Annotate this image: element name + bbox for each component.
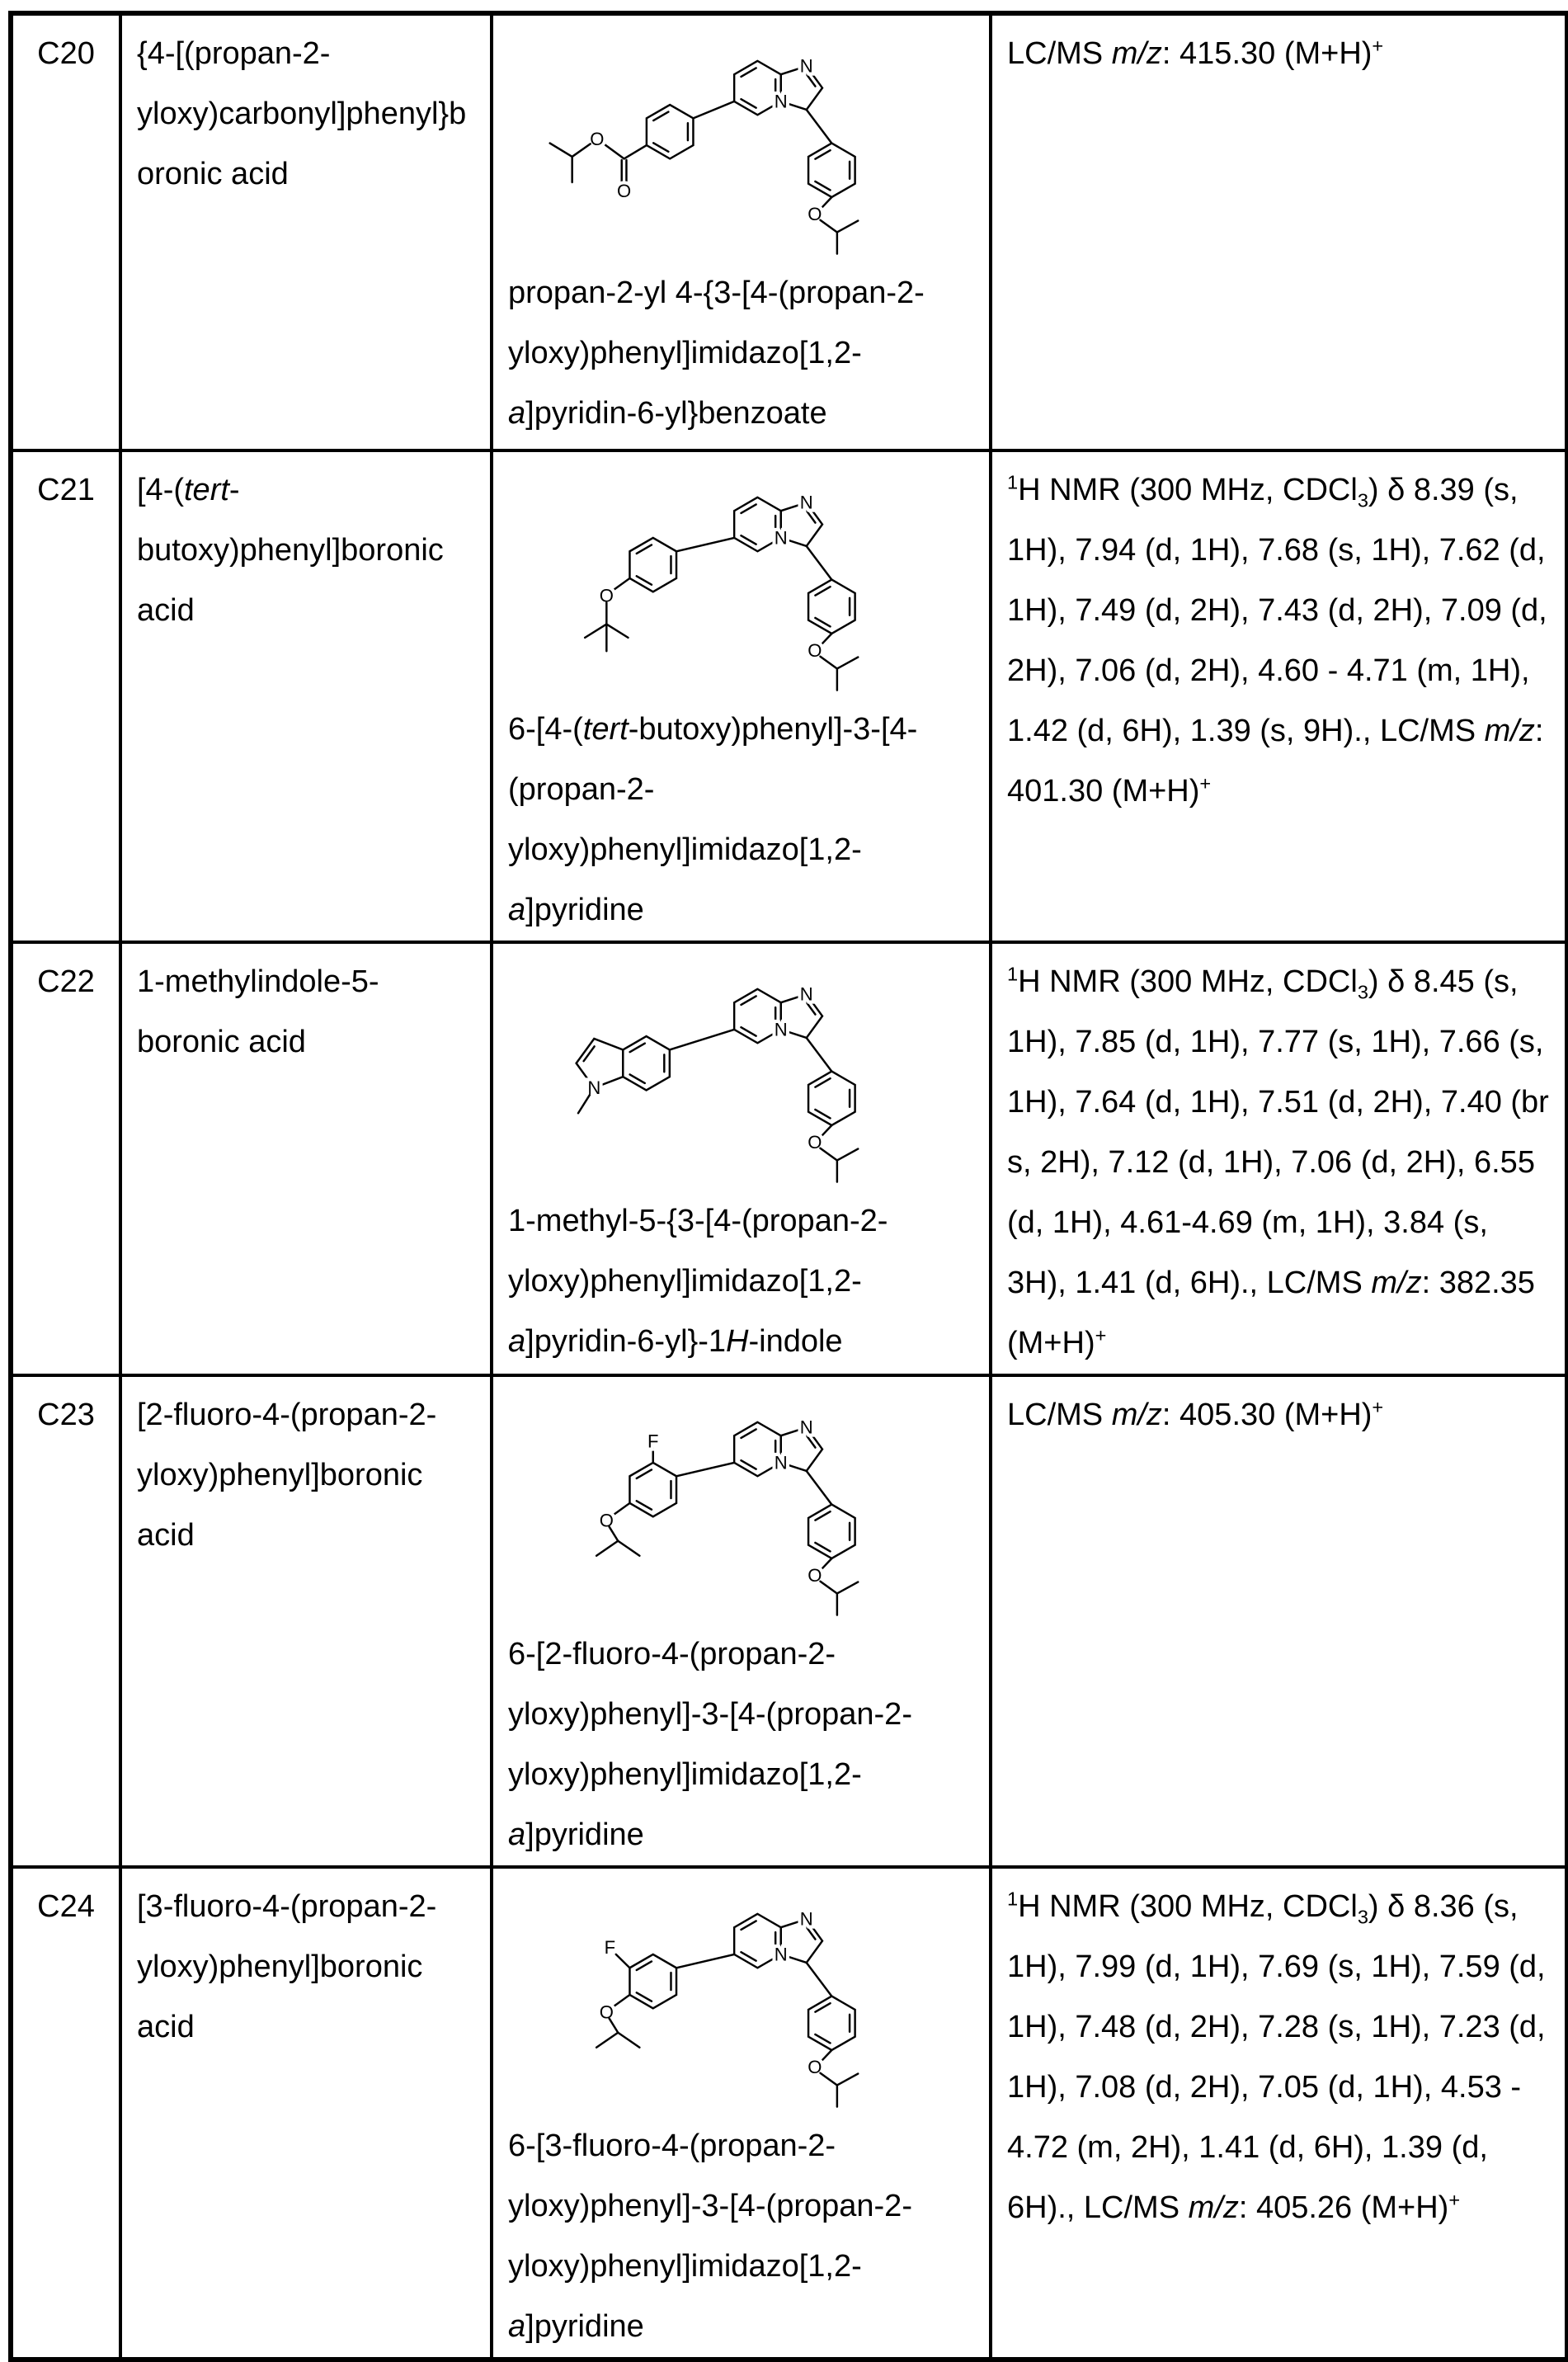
nitrogen-label: N: [587, 1077, 601, 1099]
structure-cell: [492, 13, 991, 450]
compound-id: C21: [11, 450, 120, 942]
structure-cell: [492, 1375, 991, 1867]
chemical-structure-drawing: [508, 27, 912, 260]
compound-id: C22: [11, 942, 120, 1375]
table-row: [11, 450, 1567, 942]
boronic-acid-name: [3-fluoro-4-(propan-2-yloxy)phenyl]boronic acid: [120, 1867, 492, 2360]
patent-page: [8, 11, 1568, 2362]
structure-cell: [492, 1867, 991, 2360]
fluorine-label: F: [604, 1937, 616, 1959]
chemical-structure-drawing: [508, 1388, 912, 1621]
analytical-data: LC/MS m/z: 405.30 (M+H)+: [991, 1375, 1567, 1867]
structure-c24-image: [508, 1880, 974, 2113]
oxygen-label: O: [599, 2001, 614, 2023]
structure-cell: [492, 450, 991, 942]
table-row: [11, 1375, 1567, 1867]
fluorine-label: F: [647, 1431, 659, 1452]
chemical-structure-drawing: [508, 464, 912, 696]
product-name: 6-[2-fluoro-4-(propan-2-yloxy)phenyl]-3-[4-(propan-2-yloxy)phenyl]imidazo[1,2-a]pyridine: [508, 1637, 912, 1852]
oxygen-label: O: [617, 181, 632, 202]
analytical-data: LC/MS m/z: 415.30 (M+H)+: [991, 13, 1567, 450]
oxygen-label: O: [599, 1510, 614, 1531]
boronic-acid-name: {4-[(propan-2-yloxy)carbonyl]phenyl}boronic acid: [120, 13, 492, 450]
chemical-structure-drawing: [508, 955, 912, 1188]
boronic-acid-name: [2-fluoro-4-(propan-2-yloxy)phenyl]boronic acid: [120, 1375, 492, 1867]
compound-table: [8, 11, 1568, 2362]
compound-id: C23: [11, 1375, 120, 1867]
structure-c23-image: [508, 1388, 974, 1621]
product-name: 6-[3-fluoro-4-(propan-2-yloxy)phenyl]-3-[4-(propan-2-yloxy)phenyl]imidazo[1,2-a]pyridine: [508, 2129, 912, 2344]
table-row: [11, 1867, 1567, 2360]
boronic-acid-name: 1-methylindole-5-boronic acid: [120, 942, 492, 1375]
product-name: propan-2-yl 4-{3-[4-(propan-2-yloxy)phenyl]imidazo[1,2-a]pyridin-6-yl}benzoate: [508, 276, 925, 431]
boronic-acid-name: [4-(tert-butoxy)phenyl]boronic acid: [120, 450, 492, 942]
chemical-structure-drawing: [508, 1880, 912, 2113]
structure-cell: [492, 942, 991, 1375]
analytical-data: $^1$H NMR (300 MHz, CDCl$_3$) δ 8.45 (s, 1H), 7.85 (d, 1H), 7.77 (s, 1H), 7.66 (s, 1H), 7.64 (d, 1H), 7.51 (d, 2H), 7.40 (br s, 2H), 7.12 (d, 1H), 7.06 (d, 2H), 6.55 (d, 1H), 4.61-4.69 (m, 1H), 3.84 (s, 3H), 1.41 (d, 6H)., LC/MS m/z: 382.35 (M+H)+: [991, 942, 1567, 1375]
product-name: 1-methyl-5-{3-[4-(propan-2-yloxy)phenyl]imidazo[1,2-a]pyridin-6-yl}-1H-indole: [508, 1204, 888, 1359]
structure-c22-image: [508, 955, 974, 1188]
oxygen-label: O: [590, 129, 605, 150]
analytical-data: $^1$H NMR (300 MHz, CDCl$_3$) δ 8.39 (s, 1H), 7.94 (d, 1H), 7.68 (s, 1H), 7.62 (d, 1H), 7.49 (d, 2H), 7.43 (d, 2H), 7.09 (d, 2H), 7.06 (d, 2H), 4.60 - 4.71 (m, 1H), 1.42 (d, 6H), 1.39 (s, 9H)., LC/MS m/z: 401.30 (M+H)+: [991, 450, 1567, 942]
structure-c21-image: [508, 464, 974, 696]
table-row: [11, 942, 1567, 1375]
oxygen-label: O: [599, 585, 614, 606]
analytical-data: $^1$H NMR (300 MHz, CDCl$_3$) δ 8.36 (s, 1H), 7.99 (d, 1H), 7.69 (s, 1H), 7.59 (d, 1H), 7.48 (d, 2H), 7.28 (s, 1H), 7.23 (d, 1H), 7.08 (d, 2H), 7.05 (d, 1H), 4.53 - 4.72 (m, 2H), 1.41 (d, 6H), 1.39 (d, 6H)., LC/MS m/z: 405.26 (M+H)+: [991, 1867, 1567, 2360]
structure-c20-image: [508, 27, 974, 260]
compound-id: C20: [11, 13, 120, 450]
compound-id: C24: [11, 1867, 120, 2360]
product-name: 6-[4-(tert-butoxy)phenyl]-3-[4-(propan-2-yloxy)phenyl]imidazo[1,2-a]pyridine: [508, 712, 918, 927]
table-row: [11, 13, 1567, 450]
